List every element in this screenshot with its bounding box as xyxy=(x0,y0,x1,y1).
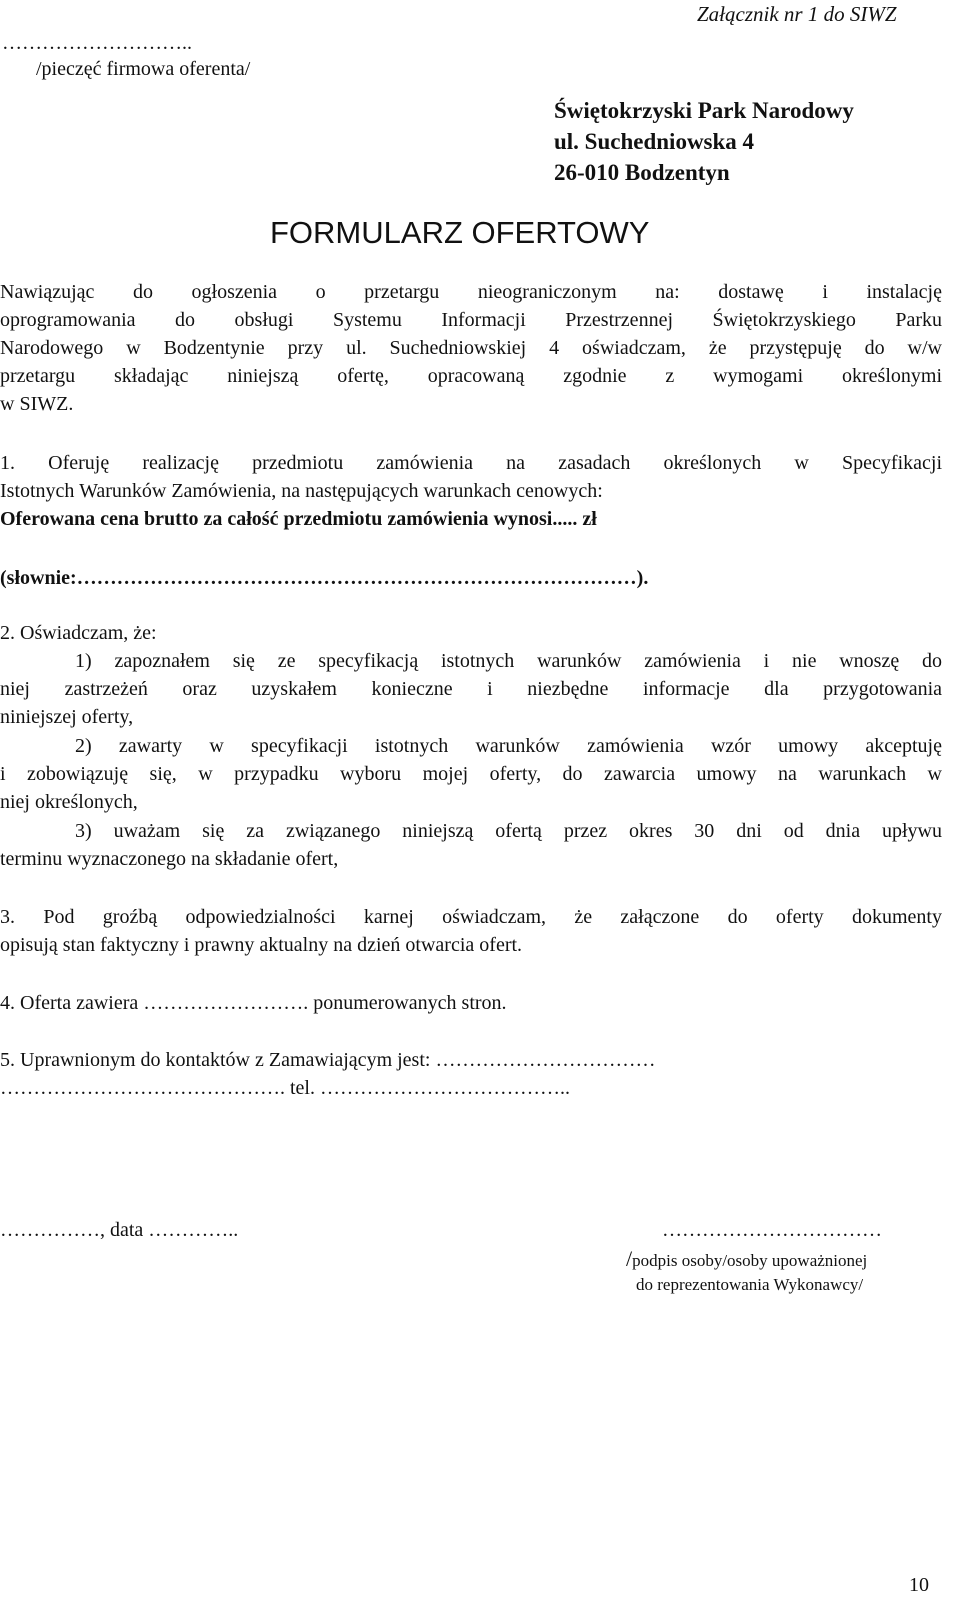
point4-line: 4. Oferta zawiera ……………………. ponumerowanych stron. xyxy=(0,992,507,1014)
annex-label: Załącznik nr 1 do SIWZ xyxy=(697,2,897,26)
intro-line-1: Nawiązując do ogłoszenia o przetargu nieograniczonym na: dostawę i instalację xyxy=(0,281,942,303)
page-number: 10 xyxy=(909,1574,929,1596)
signature-label-line-1 xyxy=(626,1245,867,1274)
words-close: ). xyxy=(636,567,649,589)
point2-c-line-2: terminu wyznaczonego na składanie ofert, xyxy=(0,848,339,870)
point2-a-line-2: niej zastrzeżeń oraz uzyskałem konieczne i niezbędne informacje dla przygotowania xyxy=(0,678,942,700)
point2-a-line-3: niniejszej oferty, xyxy=(0,706,134,728)
signature-label-2: do reprezentowania Wykonawcy/ xyxy=(636,1275,864,1294)
place-date-line: ……………, data ………….. xyxy=(0,1219,239,1241)
intro-line-5: w SIWZ. xyxy=(0,393,74,415)
signature-dots: …………………………… xyxy=(662,1219,882,1241)
signature-slash: / xyxy=(626,1246,633,1271)
intro-line-2: oprogramowania do obsługi Systemu Informacji Przestrzennej Świętokrzyskiego Parku xyxy=(0,309,942,331)
price-label: Oferowana cena brutto za całość przedmiotu zamówienia wynosi... xyxy=(0,508,568,530)
intro-line-3: Narodowego w Bodzentynie przy ul. Suchedniowskiej 4 oświadczam, że przystępuję do w/w xyxy=(0,337,942,359)
point5-line-2: ……………………………………. tel. ……………………………….. xyxy=(0,1077,570,1099)
point2-head: 2. Oświadczam, że: xyxy=(0,622,157,644)
intro-line-4: przetargu składając niniejszą ofertę, opracowaną zgodnie z wymogami określonymi xyxy=(0,365,942,387)
recipient-city: 26-010 Bodzentyn xyxy=(554,160,730,185)
point1-line-1: 1. Oferuję realizację przedmiotu zamówienia na zasadach określonych w Specyfikacji xyxy=(0,452,942,474)
point2-b-line-2: i zobowiązuję się, w przypadku wyboru mojej oferty, do zawarcia umowy na warunkach w xyxy=(0,763,942,785)
stamp-label: /pieczęć firmowa oferenta/ xyxy=(36,58,251,80)
point3-line-1: 3. Pod groźbą odpowiedzialności karnej oświadczam, że załączone do oferty dokumenty xyxy=(0,906,942,928)
price-in-words xyxy=(0,564,648,592)
point2-a-line-1: 1) zapoznałem się ze specyfikacją istotnych warunków zamówienia i nie wnoszę do xyxy=(75,650,942,672)
point5-line-1: 5. Uprawnionym do kontaktów z Zamawiającym jest: …………………………… xyxy=(0,1049,656,1071)
point2-b-line-3: niej określonych, xyxy=(0,791,138,813)
stamp-dots: ……………………….. xyxy=(2,32,192,54)
recipient-street: ul. Suchedniowska 4 xyxy=(554,129,755,154)
point1-line-2: Istotnych Warunków Zamówienia, na następujących warunkach cenowych: xyxy=(0,480,603,502)
recipient-name: Świętokrzyski Park Narodowy xyxy=(554,98,854,123)
point3-line-2: opisują stan faktyczny i prawny aktualny na dzień otwarcia ofert. xyxy=(0,934,523,956)
form-title: FORMULARZ OFERTOWY xyxy=(270,215,650,250)
point2-c-line-1: 3) uważam się za związanego niniejszą ofertą przez okres 30 dni od dnia upływu xyxy=(75,820,942,842)
words-open: (słownie: xyxy=(0,567,77,589)
price-line xyxy=(0,505,597,533)
words-dots: ………………………………………………………………………… xyxy=(76,567,637,589)
price-unit: .. zł xyxy=(567,508,597,530)
point2-b-line-1: 2) zawarty w specyfikacji istotnych warunków zamówienia wzór umowy akceptuję xyxy=(75,735,942,757)
signature-label-1: podpis osoby/osoby upoważnionej xyxy=(632,1251,868,1270)
